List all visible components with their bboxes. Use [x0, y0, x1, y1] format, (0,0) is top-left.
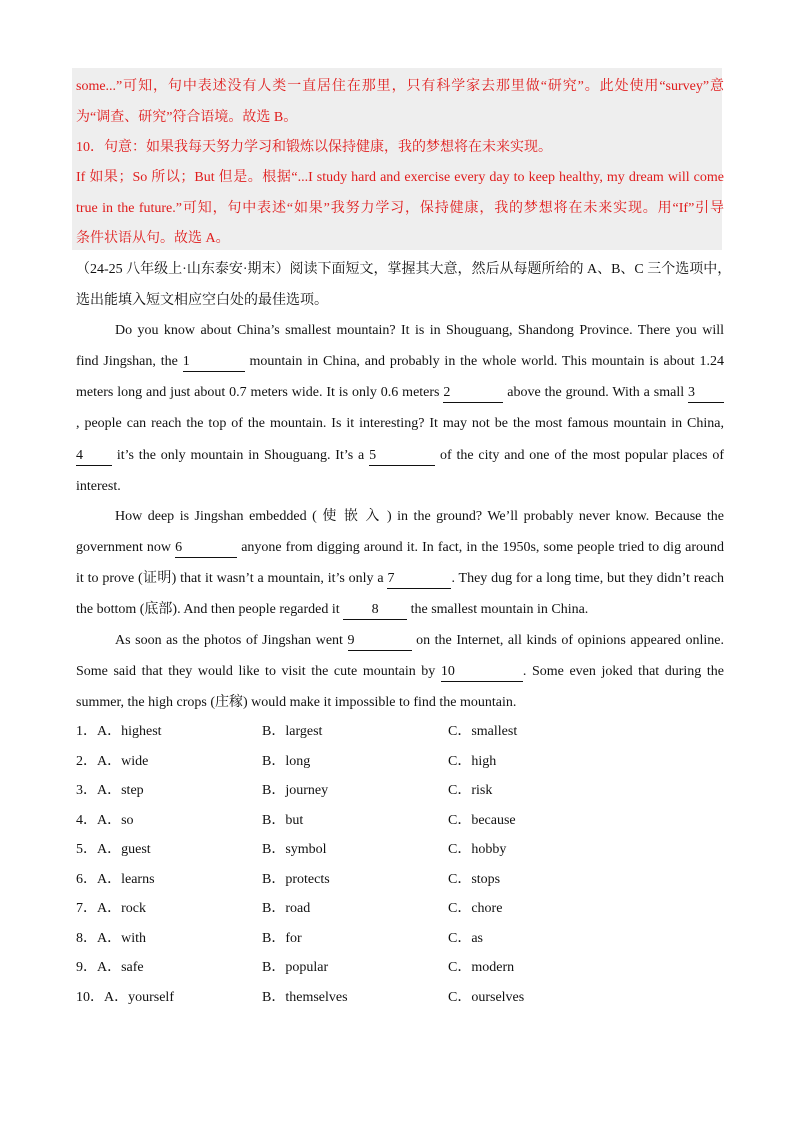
- text: the smallest mountain in China.: [407, 602, 589, 617]
- question-4-options: [76, 811, 726, 831]
- question-5-options: [76, 840, 726, 860]
- question-2-options: [76, 752, 726, 772]
- question-10-options: [76, 988, 726, 1008]
- text: anyone from digging around it. In fact, in the 1950s, some people tried to dig around: [237, 540, 725, 555]
- question-8-options: [76, 929, 726, 949]
- explanation-line-3: 10．句意：如果我每天努力学习和锻炼以保持健康，我的梦想将在未来实现。: [76, 140, 552, 155]
- passage-p2-line-1: How deep is Jingshan embedded ( 使 嵌 入 ) in the ground? We’ll probably never know. Because the: [115, 509, 724, 524]
- option-a[interactable]: 5．A．guest: [76, 842, 151, 857]
- passage-p1-line-1: Do you know about China’s smallest mountain? It is in Shouguang, Shandong Province. There you will: [115, 323, 724, 338]
- blank-5[interactable]: 5: [369, 448, 435, 466]
- option-b[interactable]: B．long: [262, 754, 311, 769]
- text: . Some even joked that during the: [522, 664, 725, 679]
- text: the bottom (底部). And then people regarded it: [76, 602, 344, 617]
- explanation-line-2: 为“调查、研究”符合语境。故选 B。: [76, 110, 298, 125]
- passage-p1-line-3: [76, 383, 724, 403]
- passage-p2-line-4: [76, 600, 724, 620]
- blank-4[interactable]: 4: [76, 448, 112, 466]
- option-c[interactable]: C．ourselves: [448, 990, 525, 1005]
- text: above the ground. With a small: [503, 385, 688, 400]
- question-6-options: [76, 870, 726, 890]
- explanation-line-5: true in the future.”可知，句中表述“如果”我努力学习，保持健康，我的梦想将在未来实现。用“If”引导: [76, 201, 724, 216]
- option-b[interactable]: B．symbol: [262, 842, 327, 857]
- passage-p2-line-3: [76, 569, 724, 589]
- text: find Jingshan, the: [76, 354, 183, 369]
- text: Some said that they would like to visit the cute mountain by: [76, 664, 441, 679]
- text: of the city and one of the most popular places of: [435, 448, 724, 463]
- instructions-line-2: 选出能填入短文相应空白处的最佳选项。: [76, 293, 328, 308]
- blank-10[interactable]: 10: [441, 664, 523, 682]
- option-b[interactable]: B．largest: [262, 724, 323, 739]
- question-3-options: [76, 781, 726, 801]
- text: . They dug for a long time, but they didn’t reach: [451, 571, 725, 586]
- passage-p1-line-2: [76, 352, 724, 372]
- option-b[interactable]: B．for: [262, 931, 302, 946]
- text: mountain in China, and probably in the whole world. This mountain is about 1.24: [244, 354, 724, 369]
- option-b[interactable]: B．themselves: [262, 990, 348, 1005]
- option-c[interactable]: C．hobby: [448, 842, 507, 857]
- option-a[interactable]: 6．A．learns: [76, 872, 155, 887]
- blank-9[interactable]: 9: [348, 633, 412, 651]
- option-c[interactable]: C．high: [448, 754, 497, 769]
- text: meters long and just about 0.7 meters wide. It is only 0.6 meters: [76, 385, 444, 400]
- option-b[interactable]: B．journey: [262, 783, 329, 798]
- blank-1[interactable]: 1: [183, 354, 245, 372]
- text: As soon as the photos of Jingshan went: [115, 633, 348, 648]
- text: on the Internet, all kinds of opinions appeared online.: [411, 633, 724, 648]
- blank-2[interactable]: 2: [443, 385, 503, 403]
- option-c[interactable]: C．smallest: [448, 724, 518, 739]
- passage-p3-line-1: [115, 631, 724, 651]
- option-a[interactable]: 7．A．rock: [76, 901, 146, 916]
- passage-p1-line-5: [76, 446, 724, 466]
- blank-3[interactable]: 3: [688, 385, 724, 403]
- blank-6[interactable]: 6: [175, 540, 237, 558]
- passage-p2-line-2: [76, 538, 724, 558]
- passage-p3-line-3: summer, the high crops (庄稼) would make it impossible to find the mountain.: [76, 695, 517, 710]
- text: it to prove (证明) that it wasn’t a mountain, it’s only a: [76, 571, 388, 586]
- passage-p1-line-6: interest.: [76, 479, 121, 494]
- option-c[interactable]: C．risk: [448, 783, 493, 798]
- option-a[interactable]: 3．A．step: [76, 783, 144, 798]
- option-a[interactable]: 9．A．safe: [76, 960, 144, 975]
- option-a[interactable]: 8．A．with: [76, 931, 146, 946]
- blank-8[interactable]: 8: [343, 602, 407, 620]
- option-b[interactable]: B．but: [262, 813, 304, 828]
- option-c[interactable]: C．as: [448, 931, 483, 946]
- option-b[interactable]: B．road: [262, 901, 311, 916]
- option-c[interactable]: C．stops: [448, 872, 501, 887]
- text: it’s the only mountain in Shouguang. It’s a: [112, 448, 370, 463]
- option-c[interactable]: C．modern: [448, 960, 515, 975]
- option-b[interactable]: B．popular: [262, 960, 329, 975]
- explanation-line-4: If 如果；So 所以；But 但是。根据“...I study hard and exercise every day to keep healthy, my dream will come: [76, 170, 724, 185]
- option-a[interactable]: 10．A．yourself: [76, 990, 174, 1005]
- option-c[interactable]: C．because: [448, 813, 516, 828]
- instructions-line-1: （24-25 八年级上·山东泰安·期末）阅读下面短文，掌握其大意，然后从每题所给的 A、B、C 三个选项中，: [76, 262, 732, 277]
- text: government now: [76, 540, 176, 555]
- option-a[interactable]: 1．A．highest: [76, 724, 162, 739]
- option-b[interactable]: B．protects: [262, 872, 330, 887]
- option-c[interactable]: C．chore: [448, 901, 503, 916]
- blank-7[interactable]: 7: [387, 571, 451, 589]
- question-9-options: [76, 958, 726, 978]
- option-a[interactable]: 2．A．wide: [76, 754, 149, 769]
- question-1-options: [76, 722, 726, 742]
- option-a[interactable]: 4．A．so: [76, 813, 134, 828]
- explanation-line-1: some...”可知，句中表述没有人类一直居住在那里，只有科学家去那里做“研究”。此处使用“survey”意: [76, 79, 724, 94]
- question-7-options: [76, 899, 726, 919]
- passage-p1-line-4: , people can reach the top of the mountain. Is it interesting? It may not be the most famous mountain in China,: [76, 416, 724, 431]
- explanation-line-6: 条件状语从句。故选 A。: [76, 231, 230, 246]
- passage-p3-line-2: [76, 662, 724, 682]
